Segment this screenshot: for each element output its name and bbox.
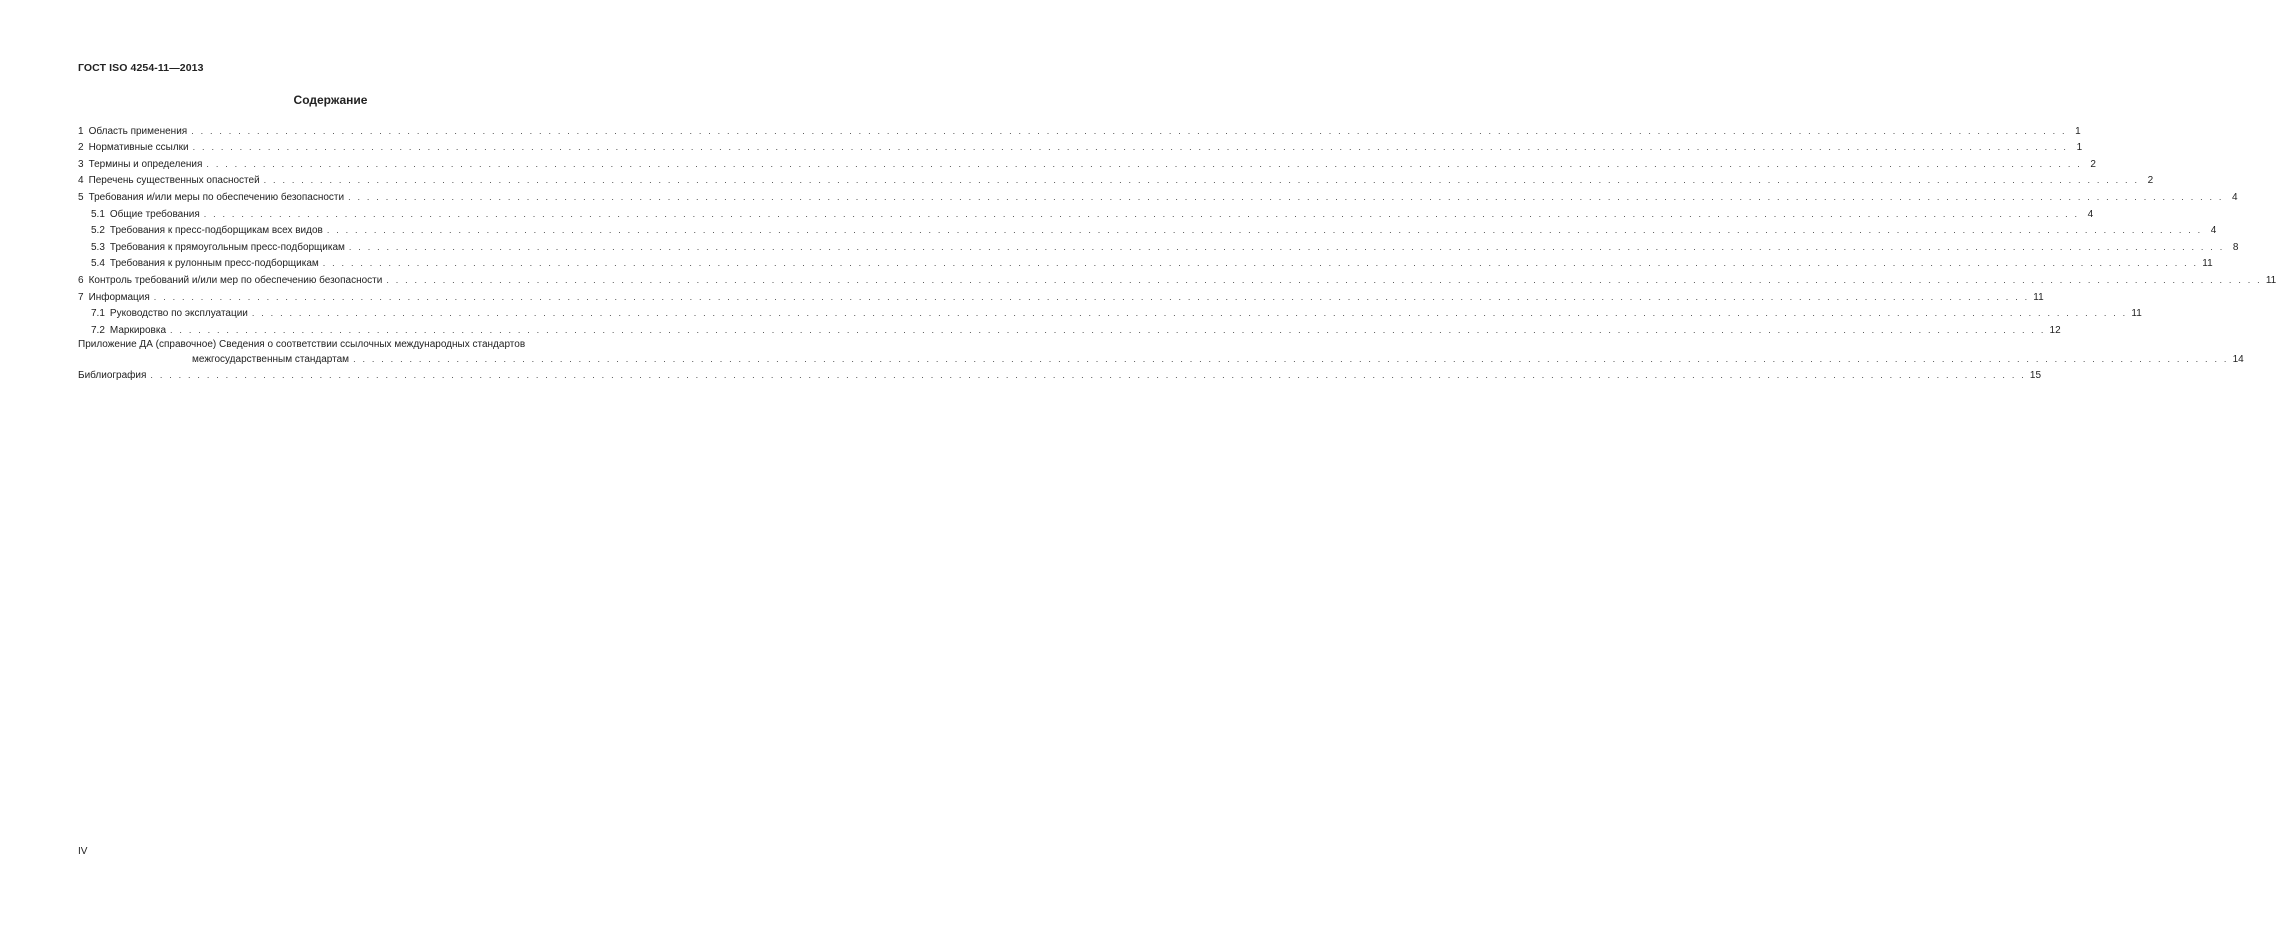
dot-leader: . . . . . . . . . . . . . . . . . . . . . . . . . . . . . . . . . . . . . . . . . . . . . . . . . . . . . . . . . . . . . . . . . . . . . . . . . . . . . . . . . . . . . . . . . . . . . . . . . . . . . . . . . . . . . . . . . . . . . . . . . . . . . . . . . . . . . . . . . . . . . . . . . . . . . . . . . . . . . . . . . . . . . . . . . . . . . . . . . . . . . . . . . . . . . . . . . . . . . . . . bbox=[153, 291, 2030, 302]
toc-entry-number: 5.2 bbox=[91, 225, 105, 237]
toc-entry-page: 4 bbox=[2210, 225, 2217, 237]
toc-entry[interactable] bbox=[78, 269, 2276, 286]
dot-leader: . . . . . . . . . . . . . . . . . . . . . . . . . . . . . . . . . . . . . . . . . . . . . . . . . . . . . . . . . . . . . . . . . . . . . . . . . . . . . . . . . . . . . . . . . . . . . . . . . . . . . . . . . . . . . . . . . . . . . . . . . . . . . . . . . . . . . . . . . . . . . . . . . . . . . . . . . . . . . . . . . . . . . . . . . . . . . . . . . . . . . . . . . . . . . . . . . . . . . . . . bbox=[170, 324, 2046, 335]
toc-entry-page: 11 bbox=[2033, 291, 2044, 303]
toc-entry-page: 1 bbox=[2076, 142, 2083, 154]
toc-entry-title: межгосударственным стандартам bbox=[192, 353, 350, 365]
toc-entry-number: 5.3 bbox=[91, 241, 105, 253]
toc-entry-page: 2 bbox=[2090, 158, 2096, 170]
toc-entry-title: Контроль требований и/или мер по обеспечению безопасности bbox=[88, 274, 383, 286]
toc-entry-title: Общие требования bbox=[109, 208, 200, 220]
toc-entry[interactable] bbox=[78, 170, 2154, 187]
toc-entry[interactable] bbox=[78, 120, 2081, 137]
toc-entry-page: 12 bbox=[2049, 324, 2061, 336]
toc-entry-title: Требования к рулонным пресс-подборщикам bbox=[109, 258, 319, 270]
toc-entry-title: Приложение ДА (справочное) Сведения о соответствии ссылочных международных стандартов bbox=[78, 338, 526, 350]
toc-entry-number: 5 bbox=[78, 191, 84, 203]
toc-title: Содержание bbox=[293, 93, 368, 107]
document-code: ГОСТ ISO 4254-11—2013 bbox=[78, 62, 204, 74]
toc-entry-title: Термины и определения bbox=[88, 158, 203, 170]
toc-entry[interactable] bbox=[78, 153, 2096, 170]
toc-entry-page: 8 bbox=[2232, 241, 2239, 253]
dot-leader: . . . . . . . . . . . . . . . . . . . . . . . . . . . . . . . . . . . . . . . . . . . . . . . . . . . . . . . . . . . . . . . . . . . . . . . . . . . . . . . . . . . . . . . . . . . . . . . . . . . . . . . . . . . . . . . . . . . . . . . . . . . . . . . . . . . . . . . . . . . . . . . . . . . . . . . . . . . . . . . . . . . . . . . . . . . . . . . . . . . . . . . . . . . . . . . . . . . . . . . . bbox=[348, 191, 2224, 202]
toc-entry-number: 1 bbox=[78, 125, 84, 137]
toc-entry-page: 1 bbox=[2075, 125, 2081, 137]
toc-entry-number: 7.2 bbox=[91, 324, 105, 336]
toc-entry[interactable] bbox=[78, 137, 2083, 154]
dot-leader: . . . . . . . . . . . . . . . . . . . . . . . . . . . . . . . . . . . . . . . . . . . . . . . . . . . . . . . . . . . . . . . . . . . . . . . . . . . . . . . . . . . . . . . . . . . . . . . . . . . . . . . . . . . . . . . . . . . . . . . . . . . . . . . . . . . . . . . . . . . . . . . . . . . . . . . . . . . . . . . . . . . . . . . . . . . . . . . . . . . . . . . . . . . . . . . . . . . . . . . . bbox=[203, 208, 2080, 219]
toc-entry[interactable] bbox=[78, 303, 2142, 320]
toc-entry-number: 7 bbox=[78, 291, 84, 303]
toc-entry-number: 5.4 bbox=[91, 258, 105, 270]
toc-entry-title: Требования к пресс-подборщикам всех видов bbox=[109, 225, 323, 237]
dot-leader: . . . . . . . . . . . . . . . . . . . . . . . . . . . . . . . . . . . . . . . . . . . . . . . . . . . . . . . . . . . . . . . . . . . . . . . . . . . . . . . . . . . . . . . . . . . . . . . . . . . . . . . . . . . . . . . . . . . . . . . . . . . . . . . . . . . . . . . . . . . . . . . . . . . . . . . . . . . . . . . . . . . . . . . . . . . . . . . . . . . . . . . . . . . . . . . . . . . . . . . . bbox=[192, 142, 2069, 153]
dot-leader: . . . . . . . . . . . . . . . . . . . . . . . . . . . . . . . . . . . . . . . . . . . . . . . . . . . . . . . . . . . . . . . . . . . . . . . . . . . . . . . . . . . . . . . . . . . . . . . . . . . . . . . . . . . . . . . . . . . . . . . . . . . . . . . . . . . . . . . . . . . . . . . . . . . . . . . . . . . . . . . . . . . . . . . . . . . . . . . . . . . . . . . . . . . . . . . . . . . . . . . . bbox=[263, 175, 2140, 186]
toc-entry-title: Область применения bbox=[88, 125, 188, 137]
toc-entry-page: 15 bbox=[2029, 370, 2042, 382]
dot-leader: . . . . . . . . . . . . . . . . . . . . . . . . . . . . . . . . . . . . . . . . . . . . . . . . . . . . . . . . . . . . . . . . . . . . . . . . . . . . . . . . . . . . . . . . . . . . . . . . . . . . . . . . . . . . . . . . . . . . . . . . . . . . . . . . . . . . . . . . . . . . . . . . . . . . . . . . . . . . . . . . . . . . . . . . . . . . . . . . . . . . . . . . . . . . . . . . . . . . . . . . bbox=[348, 241, 2225, 252]
toc-entry-number: 3 bbox=[78, 158, 84, 170]
toc-entry-page: 11 bbox=[2202, 258, 2213, 270]
toc-entry-title: Нормативные ссылки bbox=[88, 142, 189, 154]
toc-entry-page: 4 bbox=[2232, 191, 2238, 203]
toc-entry-page: 14 bbox=[2232, 353, 2244, 365]
toc-entry-page: 4 bbox=[2087, 208, 2094, 220]
toc-entry-bibliography[interactable] bbox=[78, 365, 2042, 382]
toc-entry-number: 6 bbox=[78, 274, 84, 286]
toc-entry-number: 2 bbox=[78, 142, 84, 154]
toc-entry-appendix[interactable] bbox=[78, 338, 2244, 365]
toc-entry-number: 5.1 bbox=[91, 208, 105, 220]
dot-leader: . . . . . . . . . . . . . . . . . . . . . . . . . . . . . . . . . . . . . . . . . . . . . . . . . . . . . . . . . . . . . . . . . . . . . . . . . . . . . . . . . . . . . . . . . . . . . . . . . . . . . . . . . . . . . . . . . . . . . . . . . . . . . . . . . . . . . . . . . . . . . . . . . . . . . . . . . . . . . . . . . . . . . . . . . . . . . . . . . . . . . . . . . . . . . . . . . . . . . . . . bbox=[386, 274, 2262, 285]
toc-entry[interactable] bbox=[78, 186, 2238, 203]
toc-entry-title: Руководство по эксплуатации bbox=[109, 308, 248, 320]
dot-leader: . . . . . . . . . . . . . . . . . . . . . . . . . . . . . . . . . . . . . . . . . . . . . . . . . . . . . . . . . . . . . . . . . . . . . . . . . . . . . . . . . . . . . . . . . . . . . . . . . . . . . . . . . . . . . . . . . . . . . . . . . . . . . . . . . . . . . . . . . . . . . . . . . . . . . . . . . . . . . . . . . . . . . . . . . . . . . . . . . . . . . . . . . . . . . . . . . . . . . . . . bbox=[191, 125, 2067, 136]
toc-entry-title: Информация bbox=[88, 291, 150, 303]
toc-entry[interactable] bbox=[78, 286, 2044, 303]
toc-entry-title: Перечень существенных опасностей bbox=[88, 175, 260, 187]
toc-entry[interactable] bbox=[78, 203, 2094, 220]
toc-entry-page: 2 bbox=[2147, 175, 2154, 187]
dot-leader: . . . . . . . . . . . . . . . . . . . . . . . . . . . . . . . . . . . . . . . . . . . . . . . . . . . . . . . . . . . . . . . . . . . . . . . . . . . . . . . . . . . . . . . . . . . . . . . . . . . . . . . . . . . . . . . . . . . . . . . . . . . . . . . . . . . . . . . . . . . . . . . . . . . . . . . . . . . . . . . . . . . . . . . . . . . . . . . . . . . . . . . . . . . . . . . . . . . . . . . . bbox=[251, 308, 2128, 319]
toc-entry[interactable] bbox=[78, 253, 2213, 270]
dot-leader: . . . . . . . . . . . . . . . . . . . . . . . . . . . . . . . . . . . . . . . . . . . . . . . . . . . . . . . . . . . . . . . . . . . . . . . . . . . . . . . . . . . . . . . . . . . . . . . . . . . . . . . . . . . . . . . . . . . . . . . . . . . . . . . . . . . . . . . . . . . . . . . . . . . . . . . . . . . . . . . . . . . . . . . . . . . . . . . . . . . . . . . . . . . . . . . . . . . . . . . . bbox=[206, 158, 2082, 169]
dot-leader: . . . . . . . . . . . . . . . . . . . . . . . . . . . . . . . . . . . . . . . . . . . . . . . . . . . . . . . . . . . . . . . . . . . . . . . . . . . . . . . . . . . . . . . . . . . . . . . . . . . . . . . . . . . . . . . . . . . . . . . . . . . . . . . . . . . . . . . . . . . . . . . . . . . . . . . . . . . . . . . . . . . . . . . . . . . . . . . . . . . . . . . . . . . . . . . . . . . . . . . . bbox=[326, 225, 2203, 236]
toc-entry-page: 11 bbox=[2265, 274, 2276, 286]
toc-entry-number: 4 bbox=[78, 175, 84, 187]
dot-leader: . . . . . . . . . . . . . . . . . . . . . . . . . . . . . . . . . . . . . . . . . . . . . . . . . . . . . . . . . . . . . . . . . . . . . . . . . . . . . . . . . . . . . . . . . . . . . . . . . . . . . . . . . . . . . . . . . . . . . . . . . . . . . . . . . . . . . . . . . . . . . . . . . . . . . . . . . . . . . . . . . . . . . . . . . . . . . . . . . . . . . . . . . . . . . . . . . . . . . . . . bbox=[322, 258, 2199, 269]
table-of-contents bbox=[78, 120, 2276, 382]
toc-entry-number: 7.1 bbox=[91, 308, 105, 320]
toc-entry-continuation bbox=[78, 351, 2244, 365]
toc-entry[interactable] bbox=[78, 236, 2239, 253]
toc-entry-title: Требования к прямоугольным пресс-подборщикам bbox=[109, 241, 345, 253]
toc-entry-page: 11 bbox=[2131, 308, 2142, 320]
toc-entry-title: Библиография bbox=[78, 370, 147, 382]
toc-entry[interactable] bbox=[78, 220, 2217, 237]
dot-leader: . . . . . . . . . . . . . . . . . . . . . . . . . . . . . . . . . . . . . . . . . . . . . . . . . . . . . . . . . . . . . . . . . . . . . . . . . . . . . . . . . . . . . . . . . . . . . . . . . . . . . . . . . . . . . . . . . . . . . . . . . . . . . . . . . . . . . . . . . . . . . . . . . . . . . . . . . . . . . . . . . . . . . . . . . . . . . . . . . . . . . . . . . . . . . . . . . . . . . . . . bbox=[353, 353, 2229, 364]
dot-leader: . . . . . . . . . . . . . . . . . . . . . . . . . . . . . . . . . . . . . . . . . . . . . . . . . . . . . . . . . . . . . . . . . . . . . . . . . . . . . . . . . . . . . . . . . . . . . . . . . . . . . . . . . . . . . . . . . . . . . . . . . . . . . . . . . . . . . . . . . . . . . . . . . . . . . . . . . . . . . . . . . . . . . . . . . . . . . . . . . . . . . . . . . . . . . . . . . . . . . . . . bbox=[150, 370, 2026, 381]
toc-entry-title: Требования и/или меры по обеспечению безопасности bbox=[88, 191, 345, 203]
page-number: IV bbox=[78, 846, 88, 857]
toc-entry[interactable] bbox=[78, 319, 2061, 336]
toc-entry-title: Маркировка bbox=[109, 324, 167, 336]
